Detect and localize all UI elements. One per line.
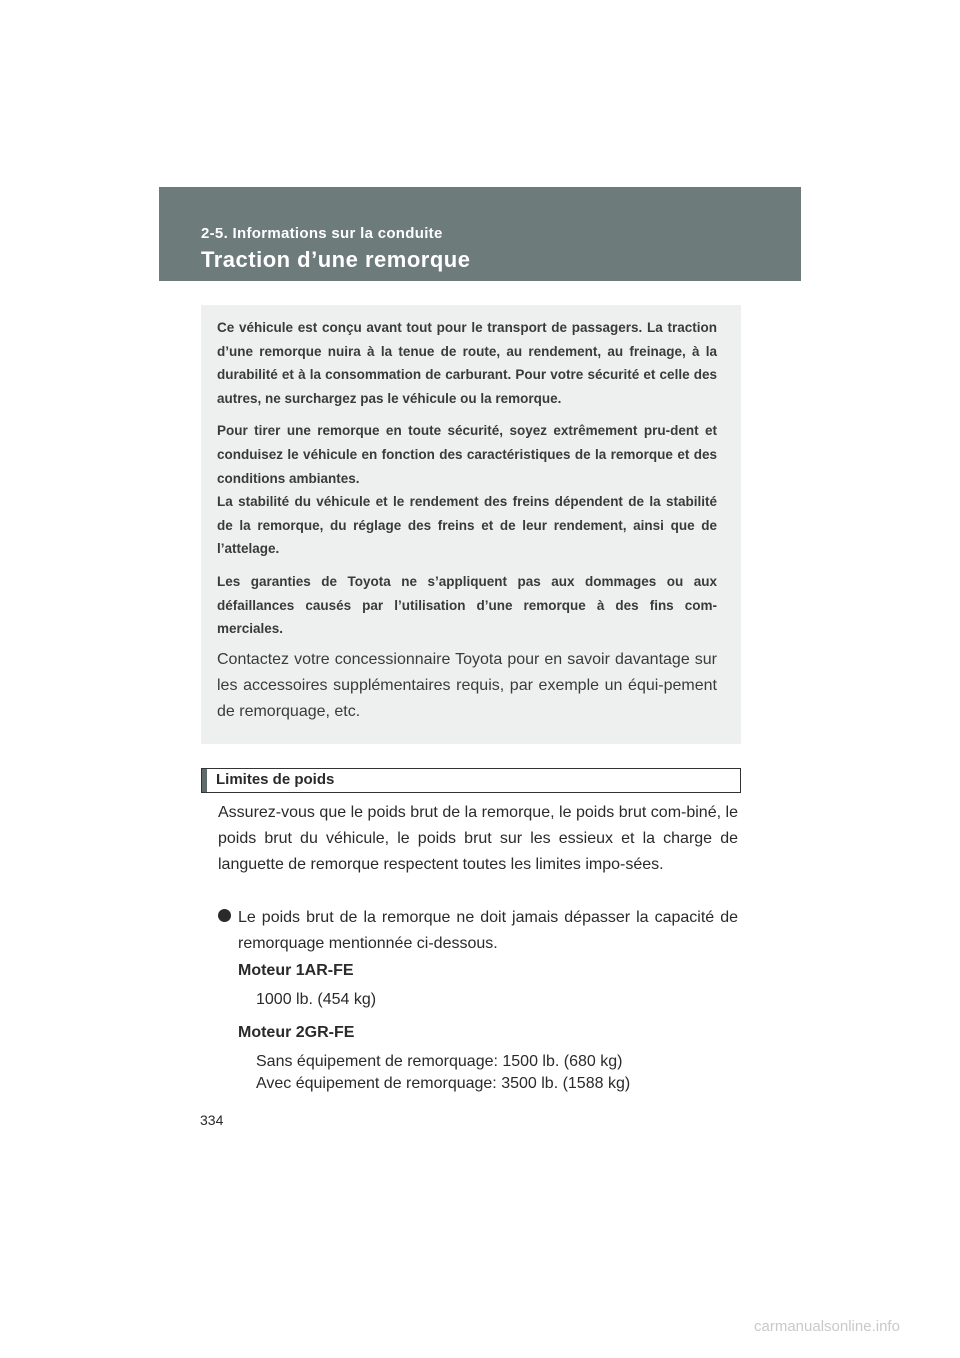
watermark: carmanualsonline.info: [754, 1318, 900, 1335]
intro-paragraph-3: La stabilité du véhicule et le rendement des freins dépendent de la stabilité de la remorque, du réglage des freins et de leur rendement, ainsi que de l’attelage.: [217, 494, 717, 557]
engine-1-label: Moteur 1AR-FE: [238, 962, 354, 979]
engine-2-value-1: Sans équipement de remorquage: 1500 lb. (680 kg): [256, 1053, 623, 1070]
intro-paragraph-1: Ce véhicule est conçu avant tout pour le transport de passagers. La traction d’une remorque nuira à la tenue de route, au rendement, au freinage, à la durabilité et à la consommation de carburant. Pour votre sécurité et celle des autres, ne surchargez pas le véhicule ou la remorque.: [217, 320, 717, 406]
section-label: 2-5. Informations sur la conduite: [201, 225, 443, 242]
section-heading: [201, 768, 741, 793]
section-heading-text: Limites de poids: [216, 771, 335, 788]
engine-2-value-2: Avec équipement de remorquage: 3500 lb. (1588 kg): [256, 1075, 631, 1092]
bullet-dot-icon: [218, 909, 231, 922]
page-title: Traction d’une remorque: [201, 247, 471, 272]
bullet-text: Le poids brut de la remorque ne doit jamais dépasser la capacité de remorquage mentionnée ci-dessous.: [238, 909, 738, 952]
bullet-item: [218, 905, 738, 957]
intro-paragraph-4: Les garanties de Toyota ne s’appliquent pas aux dommages ou aux défaillances causés par l’utilisation d’une remorque à des fins com-merciales.: [217, 573, 717, 637]
chapter-header-band: [159, 187, 801, 281]
intro-paragraph-5: Contactez votre concessionnaire Toyota pour en savoir davantage sur les accessoires supplémentaires requis, par exemple un équi-pement de remorquage, etc.: [217, 650, 717, 720]
engine-2-label: Moteur 2GR-FE: [238, 1024, 355, 1041]
intro-box: [201, 305, 741, 744]
intro-content: [217, 316, 717, 725]
body-paragraph: Assurez-vous que le poids brut de la remorque, le poids brut com-biné, le poids brut du véhicule, le poids brut sur les essieux et la charge de languette de remorque respectent toutes les limites impo-sées.: [218, 804, 738, 873]
engine-1-value: 1000 lb. (454 kg): [256, 991, 377, 1008]
page-number: 334: [200, 1112, 224, 1128]
intro-paragraph-2: Pour tirer une remorque en toute sécurité, soyez extrêmement pru-dent et conduisez le véhicule en fonction des caractéristiques de la remorque et des conditions ambiantes.: [217, 423, 717, 486]
heading-marker: [202, 769, 207, 792]
